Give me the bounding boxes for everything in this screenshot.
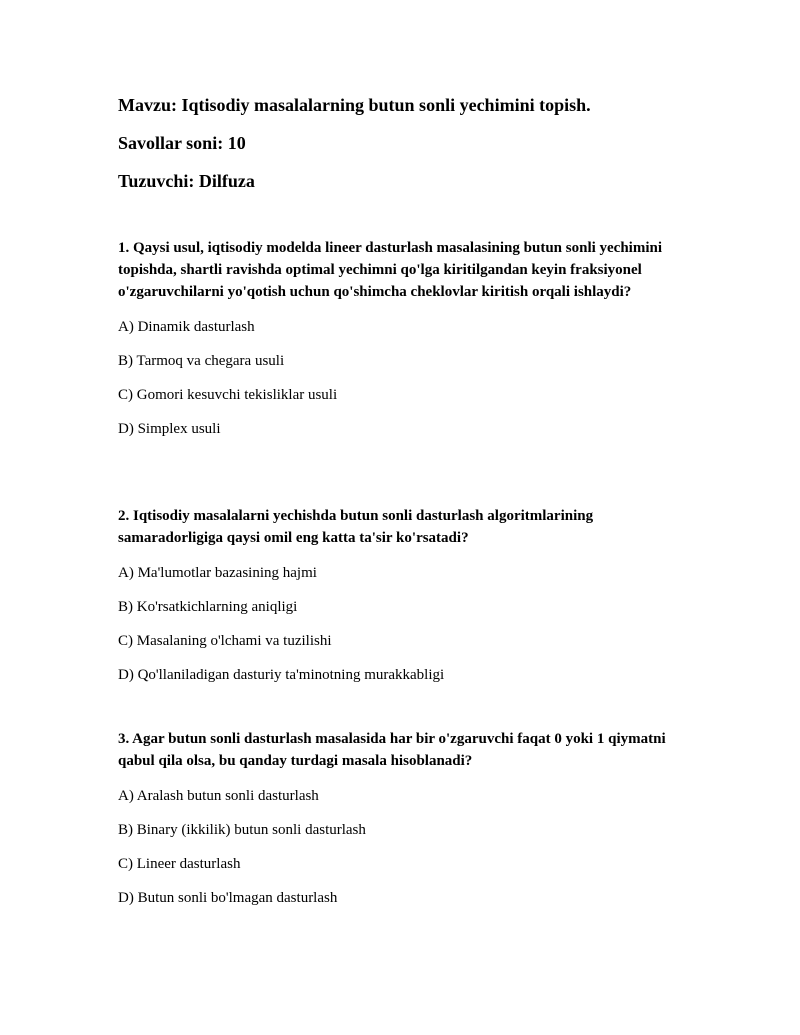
question-count-heading: Savollar soni: 10 — [118, 133, 246, 153]
question-2-option-c: C) Masalaning o'lchami va tuzilishi — [118, 633, 332, 649]
question-1-option-d: D) Simplex usuli — [118, 421, 221, 437]
question-2-options — [118, 562, 688, 698]
question-3-option-c: C) Lineer dasturlash — [118, 856, 241, 872]
question-3-text: 3. Agar butun sonli dasturlash masalasida har bir o'zgaruvchi faqat 0 yoki 1 qiymatni qabul qila olsa, bu qanday turdagi masala hisoblanadi? — [118, 731, 666, 769]
question-2-option-b: B) Ko'rsatkichlarning aniqligi — [118, 599, 298, 615]
question-3 — [118, 728, 688, 921]
question-2-text: 2. Iqtisodiy masalalarni yechishda butun sonli dasturlash algoritmlarining samaradorligiga qaysi omil eng katta ta'sir ko'rsatadi? — [118, 508, 594, 546]
author-heading: Tuzuvchi: Dilfuza — [118, 171, 255, 191]
question-1-text: 1. Qaysi usul, iqtisodiy modelda lineer dasturlash masalasining butun sonli yechimini topishda, shartli ravishda optimal yechimni qo'lga kiritilgandan keyin fraksiyonel o'zgaruvchilarni yo'qotish uchun qo'shimcha cheklovlar kiritish orqali ishlaydi? — [118, 240, 663, 300]
question-3-option-d: D) Butun sonli bo'lmagan dasturlash — [118, 890, 338, 906]
question-1 — [118, 237, 688, 452]
question-3-option-b: B) Binary (ikkilik) butun sonli dasturlash — [118, 822, 366, 838]
question-3-options — [118, 785, 688, 921]
question-2-option-d: D) Qo'llaniladigan dasturiy ta'minotning murakkabligi — [118, 667, 445, 683]
topic-heading: Mavzu: Iqtisodiy masalalarning butun sonli yechimini topish. — [118, 95, 591, 115]
question-1-option-b: B) Tarmoq va chegara usuli — [118, 353, 285, 369]
question-3-option-a: A) Aralash butun sonli dasturlash — [118, 788, 319, 804]
question-2-option-a: A) Ma'lumotlar bazasining hajmi — [118, 565, 317, 581]
question-1-options — [118, 316, 688, 452]
question-1-option-a: A) Dinamik dasturlash — [118, 319, 255, 335]
question-1-option-c: C) Gomori kesuvchi tekisliklar usuli — [118, 387, 338, 403]
question-2 — [118, 505, 688, 698]
